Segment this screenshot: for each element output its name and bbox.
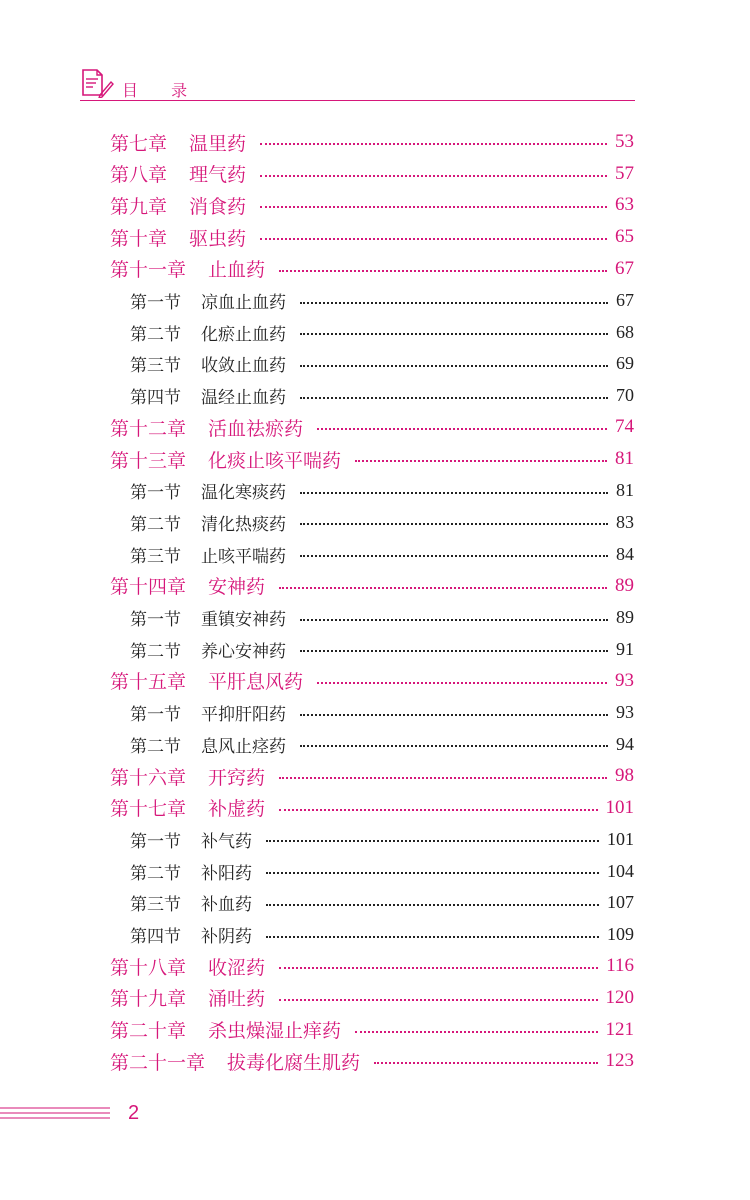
toc-section-entry[interactable] (130, 540, 634, 568)
toc-section-entry[interactable] (130, 857, 634, 885)
entry-title: 凉血止血药 (201, 293, 286, 313)
entry-number: 第二节 (130, 514, 181, 535)
dot-leader (260, 238, 607, 240)
entry-number: 第二十一章 (110, 1051, 206, 1074)
entry-page: 57 (615, 162, 634, 184)
entry-page: 63 (615, 194, 634, 216)
dot-leader (279, 587, 607, 589)
dot-leader (266, 840, 599, 842)
toc-section-entry[interactable] (130, 730, 634, 758)
dot-leader (300, 619, 608, 621)
entry-title: 温经止血药 (201, 388, 286, 409)
dot-leader (355, 460, 607, 462)
dot-leader (300, 523, 608, 525)
toc-section-entry[interactable] (130, 889, 634, 917)
toc-section-entry[interactable] (130, 825, 634, 853)
page-number: 2 (128, 1102, 140, 1124)
dot-leader (300, 650, 608, 652)
entry-page: 123 (605, 1050, 634, 1072)
toc-chapter-entry[interactable] (110, 191, 634, 219)
entry-number: 第三节 (130, 895, 181, 916)
entry-page: 74 (615, 416, 634, 438)
toc-chapter-entry[interactable] (110, 572, 634, 600)
dot-leader (279, 809, 597, 811)
toc-section-entry[interactable] (130, 382, 634, 410)
toc-chapter-entry[interactable] (110, 160, 634, 188)
entry-page: 89 (615, 574, 634, 596)
entry-title: 平肝息风药 (208, 671, 304, 694)
entry-title: 涌吐药 (208, 988, 266, 1011)
dot-leader (279, 967, 598, 969)
entry-title: 化痰止咳平喘药 (208, 449, 342, 472)
entry-number: 第一节 (130, 831, 181, 852)
toc-chapter-entry[interactable] (110, 413, 634, 441)
entry-number: 第七章 (110, 132, 168, 155)
entry-page: 101 (605, 796, 634, 818)
toc-chapter-entry[interactable] (110, 794, 634, 822)
entry-title: 收涩药 (208, 956, 266, 979)
entry-title: 杀虫燥湿止痒药 (208, 1020, 342, 1043)
entry-page: 68 (616, 321, 634, 342)
dot-leader (355, 1031, 597, 1033)
dot-leader (266, 904, 599, 906)
dot-leader (300, 333, 608, 335)
entry-number: 第十六章 (110, 766, 187, 789)
dot-leader (317, 428, 607, 430)
entry-number: 第二十章 (110, 1020, 187, 1043)
entry-page: 81 (615, 448, 634, 469)
toc-chapter-entry[interactable] (110, 445, 634, 473)
toc-section-entry[interactable] (130, 477, 634, 505)
entry-number: 第二节 (130, 863, 181, 884)
dot-leader (300, 492, 608, 494)
entry-title: 拔毒化腐生肌药 (227, 1051, 361, 1074)
entry-title: 补阴药 (201, 927, 252, 947)
entry-page: 70 (616, 385, 634, 406)
dot-leader (279, 270, 607, 272)
entry-title: 止咳平喘药 (201, 546, 286, 567)
entry-number: 第十三章 (110, 449, 187, 472)
entry-page: 65 (615, 226, 634, 248)
entry-title: 驱虫药 (189, 227, 247, 250)
entry-number: 第十章 (110, 227, 168, 250)
entry-title: 活血祛瘀药 (208, 417, 304, 440)
entry-number: 第一节 (130, 610, 181, 630)
entry-page: 116 (606, 955, 634, 977)
toc-section-entry[interactable] (130, 921, 634, 949)
toc-chapter-entry[interactable] (110, 128, 634, 156)
dot-leader (260, 143, 607, 145)
entry-number: 第十四章 (110, 576, 187, 599)
entry-page: 81 (616, 480, 634, 501)
toc-chapter-entry[interactable] (110, 667, 634, 695)
entry-page: 120 (605, 986, 634, 1008)
entry-title: 补气药 (201, 831, 252, 852)
entry-number: 第一节 (130, 705, 181, 726)
toc-section-entry[interactable] (130, 508, 634, 536)
toc-section-entry[interactable] (130, 287, 634, 315)
entry-title: 温里药 (189, 132, 247, 155)
entry-page: 93 (615, 669, 634, 691)
entry-number: 第二节 (130, 324, 181, 345)
entry-title: 安神药 (208, 576, 266, 599)
entry-page: 84 (616, 543, 634, 564)
entry-title: 补虚药 (208, 798, 266, 821)
entry-title: 止血药 (208, 259, 266, 282)
entry-title: 平抑肝阳药 (201, 705, 286, 726)
entry-title: 理气药 (189, 164, 247, 187)
toc-chapter-entry[interactable] (110, 952, 634, 980)
entry-number: 第十一章 (110, 259, 187, 282)
dot-leader (266, 872, 599, 874)
dot-leader (300, 397, 608, 399)
toc-section-entry[interactable] (130, 318, 634, 346)
dot-leader (260, 175, 607, 177)
entry-page: 83 (616, 511, 634, 532)
entry-title: 补血药 (201, 895, 252, 916)
entry-title: 温化寒痰药 (201, 483, 286, 504)
toc-chapter-entry[interactable] (110, 1047, 634, 1075)
entry-number: 第三节 (130, 546, 181, 567)
entry-page: 69 (616, 353, 634, 374)
entry-page: 94 (616, 733, 634, 754)
entry-page: 91 (616, 638, 634, 659)
footer-decoration (0, 1107, 110, 1125)
dot-leader (317, 682, 607, 684)
dot-leader (260, 206, 607, 208)
entry-page: 89 (616, 607, 634, 627)
entry-title: 收敛止血药 (201, 356, 286, 377)
dot-leader (300, 555, 608, 557)
entry-number: 第八章 (110, 164, 168, 187)
entry-number: 第二节 (130, 641, 181, 662)
dot-leader (300, 302, 608, 304)
toc-chapter-entry[interactable] (110, 762, 634, 790)
entry-title: 消食药 (189, 195, 247, 218)
entry-page: 98 (615, 765, 634, 786)
entry-page: 53 (615, 131, 634, 152)
entry-number: 第九章 (110, 195, 168, 218)
entry-number: 第三节 (130, 356, 181, 377)
toc-title: 目 录 (122, 81, 202, 100)
entry-number: 第一节 (130, 483, 181, 504)
entry-number: 第十七章 (110, 798, 187, 821)
entry-title: 清化热痰药 (201, 514, 286, 535)
toc-chapter-entry[interactable] (110, 984, 634, 1012)
toc-section-entry[interactable] (130, 604, 634, 632)
toc-chapter-entry[interactable] (110, 223, 634, 251)
entry-title: 养心安神药 (201, 641, 286, 662)
toc-chapter-entry[interactable] (110, 255, 634, 283)
dot-leader (374, 1062, 597, 1064)
dot-leader (279, 999, 597, 1001)
toc-section-entry[interactable] (130, 635, 634, 663)
entry-number: 第十五章 (110, 671, 187, 694)
entry-page: 67 (616, 290, 634, 310)
entry-number: 第四节 (130, 927, 181, 947)
entry-page: 109 (607, 924, 634, 944)
toc-section-entry[interactable] (130, 699, 634, 727)
entry-page: 101 (607, 828, 634, 849)
toc-section-entry[interactable] (130, 350, 634, 378)
dot-leader (300, 365, 608, 367)
entry-title: 息风止痉药 (201, 736, 286, 757)
entry-number: 第十二章 (110, 417, 187, 440)
entry-page: 104 (607, 860, 634, 881)
dot-leader (279, 777, 607, 779)
entry-page: 107 (607, 892, 634, 913)
dot-leader (266, 936, 599, 938)
entry-title: 补阳药 (201, 863, 252, 884)
dot-leader (300, 714, 608, 716)
entry-number: 第二节 (130, 736, 181, 757)
entry-number: 第十九章 (110, 988, 187, 1011)
entry-page: 67 (615, 257, 634, 279)
entry-title: 开窍药 (208, 766, 266, 789)
entry-title: 化瘀止血药 (201, 324, 286, 345)
entry-number: 第一节 (130, 293, 181, 313)
toc-chapter-entry[interactable] (110, 1016, 634, 1044)
entry-number: 第十八章 (110, 956, 187, 979)
entry-page: 93 (616, 702, 634, 723)
entry-title: 重镇安神药 (201, 610, 286, 630)
entry-number: 第四节 (130, 388, 181, 409)
dot-leader (300, 745, 608, 747)
entry-page: 121 (605, 1018, 634, 1040)
